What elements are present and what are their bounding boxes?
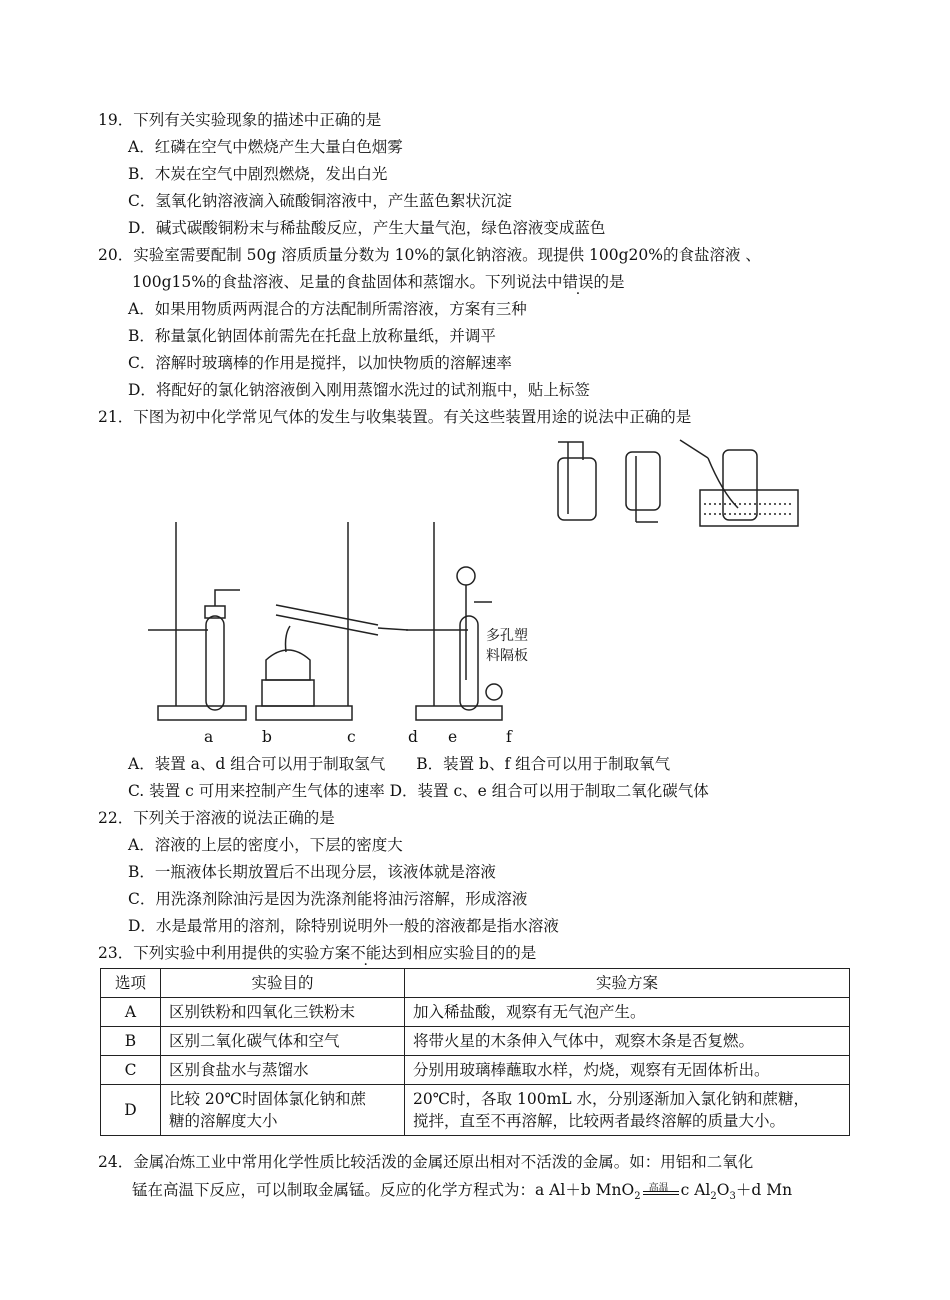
table-row [101,1085,850,1136]
q24-subscript: 3 [729,1191,736,1203]
plate-label-2: 料隔板 [486,648,528,664]
row-option: C [101,1056,161,1085]
header-goal: 实验目的 [161,969,405,998]
q20-stem-line1: 20．实验室需要配制 50g 溶质质量分数为 10%的氯化钠溶液。现提供 100g20%的食盐溶液 、 [98,246,761,264]
label-e: e [448,728,458,746]
row-goal: 区别铁粉和四氧化三铁粉末 [161,998,405,1027]
label-b: b [262,728,272,746]
q19-option-d: D．碱式碳酸铜粉末与稀盐酸反应，产生大量气泡，绿色溶液变成蓝色 [128,219,606,237]
q20-stem-part: 100g15%的食盐溶液、足量的食盐固体和蒸馏水。下列说法中 [132,273,563,291]
row-option: D [101,1085,161,1136]
q24-subscript: 2 [710,1191,717,1203]
q24-line1: 24．金属冶炼工业中常用化学性质比较活泼的金属还原出相对不活泼的金属。如：用铝和二氧化 [98,1153,754,1171]
q19-option-a: A．红磷在空气中燃烧产生大量白色烟雾 [128,138,403,156]
row-goal-line2: 糖的溶解度大小 [169,1112,278,1130]
q19-option-b: B．木炭在空气中剧烈燃烧，发出白光 [128,165,388,183]
q23-stem [98,943,536,963]
q24-line2 [132,1180,792,1207]
label-f: f [506,728,512,746]
row-plan [405,1085,850,1136]
table-row [101,998,850,1027]
q24-equation-left: 锰在高温下反应，可以制取金属锰。反应的化学方程式为：a Al＋b MnO [132,1181,635,1199]
q24-product-al: c Al [680,1181,711,1199]
label-a: a [204,728,214,746]
q20-stem-end: 的是 [593,273,625,291]
q20-option-d: D．将配好的氯化钠溶液倒入刚用蒸馏水洗过的试剂瓶中，贴上标签 [128,381,590,399]
q22-stem: 22．下列关于溶液的说法正确的是 [98,809,335,827]
row-goal-line1: 比较 20℃时固体氯化钠和蔗 [169,1090,366,1108]
q22-option-a: A．溶液的上层的密度小，下层的密度大 [128,836,403,854]
q20-option-a: A．如果用物质两两混合的方法配制所需溶液，方案有三种 [128,300,527,318]
row-goal: 区别食盐水与蒸馏水 [161,1056,405,1085]
apparatus-b [256,522,408,720]
row-plan: 分别用玻璃棒蘸取水样，灼烧，观察有无固体析出。 [405,1056,850,1085]
q20-emphasis: 错误 [562,273,594,291]
q21-stem: 21．下图为初中化学常见气体的发生与收集装置。有关这些装置用途的说法中正确的是 [98,408,692,426]
table-row [101,1056,850,1085]
apparatus-d [406,522,502,720]
experiment-table [100,968,850,1136]
reaction-condition: 高温 [648,1183,669,1194]
q23-emphasis: 不能 [350,944,382,962]
label-c: c [347,728,356,746]
gas-apparatus-diagram [148,430,868,750]
reaction-arrow [643,1183,679,1195]
q21-options-cd: C. 装置 c 可用来控制产生气体的速率 D．装置 c、e 组合可以用于制取二氧化碳气体 [128,782,709,800]
plate-label-1: 多孔塑 [486,628,528,644]
q20-option-b: B．称量氯化钠固体前需先在托盘上放称量纸，并调平 [128,327,496,345]
q20-stem-line2 [132,272,625,292]
q23-stem-part: 23．下列实验中利用提供的实验方案 [98,944,351,962]
row-goal: 区别二氧化碳气体和空气 [161,1027,405,1056]
q21-options-ab: A．装置 a、d 组合可以用于制取氢气 B．装置 b、f 组合可以用于制取氧气 [128,755,671,773]
row-plan-line2: 搅拌，直至不再溶解，比较两者最终溶解的质量大小。 [413,1112,786,1130]
q22-option-d: D．水是最常用的溶剂，除特别说明外一般的溶液都是指水溶液 [128,917,559,935]
header-option: 选项 [101,969,161,998]
row-plan: 加入稀盐酸，观察有无气泡产生。 [405,998,850,1027]
q19-option-c: C．氢氧化钠溶液滴入硫酸铜溶液中，产生蓝色絮状沉淀 [128,192,512,210]
row-plan: 将带火星的木条伸入气体中，观察木条是否复燃。 [405,1027,850,1056]
q24-product-mn: ＋d Mn [735,1181,793,1199]
q23-stem-end: 达到相应实验目的的是 [381,944,537,962]
gas-collection-bottles [558,440,798,526]
q22-option-c: C．用洗涤剂除油污是因为洗涤剂能将油污溶解，形成溶液 [128,890,528,908]
q24-subscript: 2 [634,1191,641,1203]
header-plan: 实验方案 [405,969,850,998]
q24-product-o: O [716,1181,730,1199]
q19-stem: 19．下列有关实验现象的描述中正确的是 [98,111,382,129]
table-header [101,969,850,998]
table-row [101,1027,850,1056]
label-d: d [408,728,418,746]
q22-option-b: B．一瓶液体长期放置后不出现分层，该液体就是溶液 [128,863,496,881]
row-goal [161,1085,405,1136]
row-option: B [101,1027,161,1056]
row-plan-line1: 20℃时，各取 100mL 水，分别逐渐加入氯化钠和蔗糖， [413,1090,809,1108]
q20-option-c: C．溶解时玻璃棒的作用是搅拌，以加快物质的溶解速率 [128,354,512,372]
apparatus-a [148,522,246,720]
row-option: A [101,998,161,1027]
